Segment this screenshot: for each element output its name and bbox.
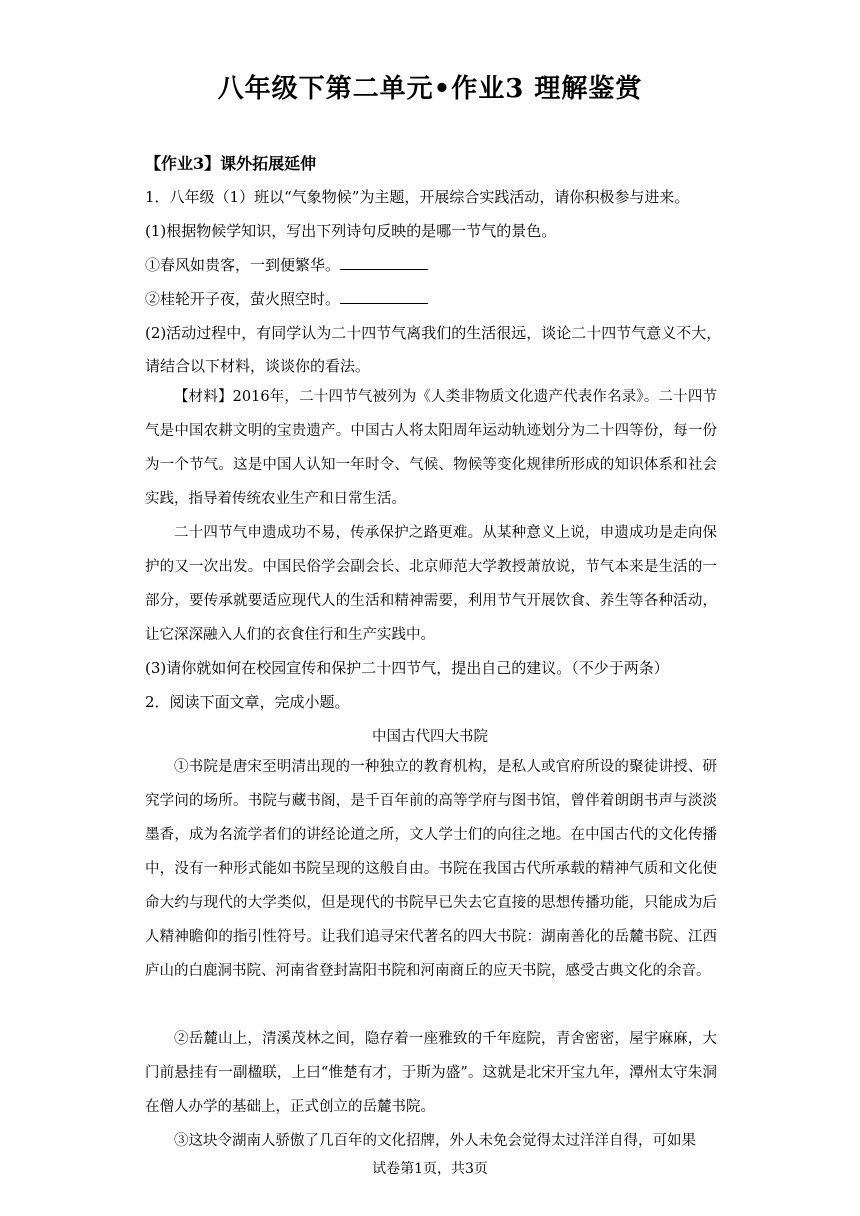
answer-blank-2[interactable] — [340, 289, 428, 304]
article-paragraph-3: ③这块令湖南人骄傲了几百年的文化招牌，外人未免会觉得太过洋洋自得，可如果 — [174, 1133, 696, 1149]
material-paragraph-2: 二十四节气申遗成功不易，传承保护之路更难。从某种意义上说，申遗成功是走向保护的又一次出发。中国民俗学会副会长、北京师范大学教授萧放说，节气本来是生活的一部分，要传承就要适应现代人的生活和精神需要，利用节气开展饮食、养生等各种活动，让它深深融入人们的衣食住行和生产实践中。 — [145, 525, 717, 643]
article-paragraph-1: ①书院是唐宋至明清出现的一种独立的教育机构，是私人或官府所设的聚徒讲授、研究学问的场所。书院与藏书阁，是千百年前的高等学府与图书馆，曾伴着朗朗书声与淡淡墨香，成为名流学者们的讲经论道之所，文人学士们的向往之地。在中国古代的文化传播中，没有一种形式能如书院呈现的这般自由。书院在我国古代所承载的精神气质和文化使命大约与现代的大学类似，但是现代的书院早已失去它直接的思想传播功能，只能成为后人精神瞻仰的指引性符号。让我们追寻宋代著名的四大书院：湖南善化的岳麓书院、江西庐山的白鹿洞书院、河南省登封嵩阳书院和河南商丘的应天书院，感受古典文化的余音。 — [145, 759, 717, 979]
q1-item2 — [145, 288, 428, 309]
article-paragraph-2: ②岳麓山上，清溪茂林之间，隐存着一座雅致的千年庭院，青舍密密，屋宇麻麻，大门前悬挂有一副楹联，上曰“惟楚有才，于斯为盛”。这就是北宋开宝九年，潭州太守朱洞在僧人办学的基础上，正式创立的岳麓书院。 — [145, 1031, 717, 1115]
q1-item2-text: ②桂轮开子夜，萤火照空时。 — [145, 290, 341, 308]
article-title: 中国古代四大书院 — [372, 729, 488, 745]
q1-part2-line1: (2)活动过程中，有同学认为二十四节气离我们的生活很远，谈论二十四节气意义不大， — [145, 324, 722, 342]
q1-intro: 1．八年级（1）班以“气象物候”为主题，开展综合实践活动，请你积极参与进来。 — [145, 188, 690, 206]
page-footer: 试卷第1页，共3页 — [372, 1161, 488, 1177]
q1-item1-text: ①春风如贵客，一到便繁华。 — [145, 256, 341, 274]
material-paragraph-1: 【材料】2016年，二十四节气被列为《人类非物质文化遗产代表作名录》。二十四节气是中国农耕文明的宝贵遗产。中国古人将太阳周年运动轨迹划分为二十四等份，每一份为一个节气。这是中国人认知一年时令、气候、物候等变化规律所形成的知识体系和社会实践，指导着传统农业生产和日常生活。 — [145, 389, 717, 507]
section-header: 【作业3】课外拓展延伸 — [145, 154, 317, 173]
q1-part1: (1)根据物候学知识，写出下列诗句反映的是哪一节气的景色。 — [145, 222, 557, 240]
q1-item1 — [145, 254, 428, 275]
q1-part2-line2: 请结合以下材料，谈谈你的看法。 — [145, 357, 371, 375]
page-title: 八年级下第二单元•作业3 理解鉴赏 — [217, 74, 643, 104]
q1-part3: (3)请你就如何在校园宣传和保护二十四节气，提出自己的建议。（不少于两条） — [145, 659, 669, 677]
answer-blank-1[interactable] — [340, 255, 428, 270]
q2-intro: 2．阅读下面文章，完成小题。 — [145, 693, 350, 711]
